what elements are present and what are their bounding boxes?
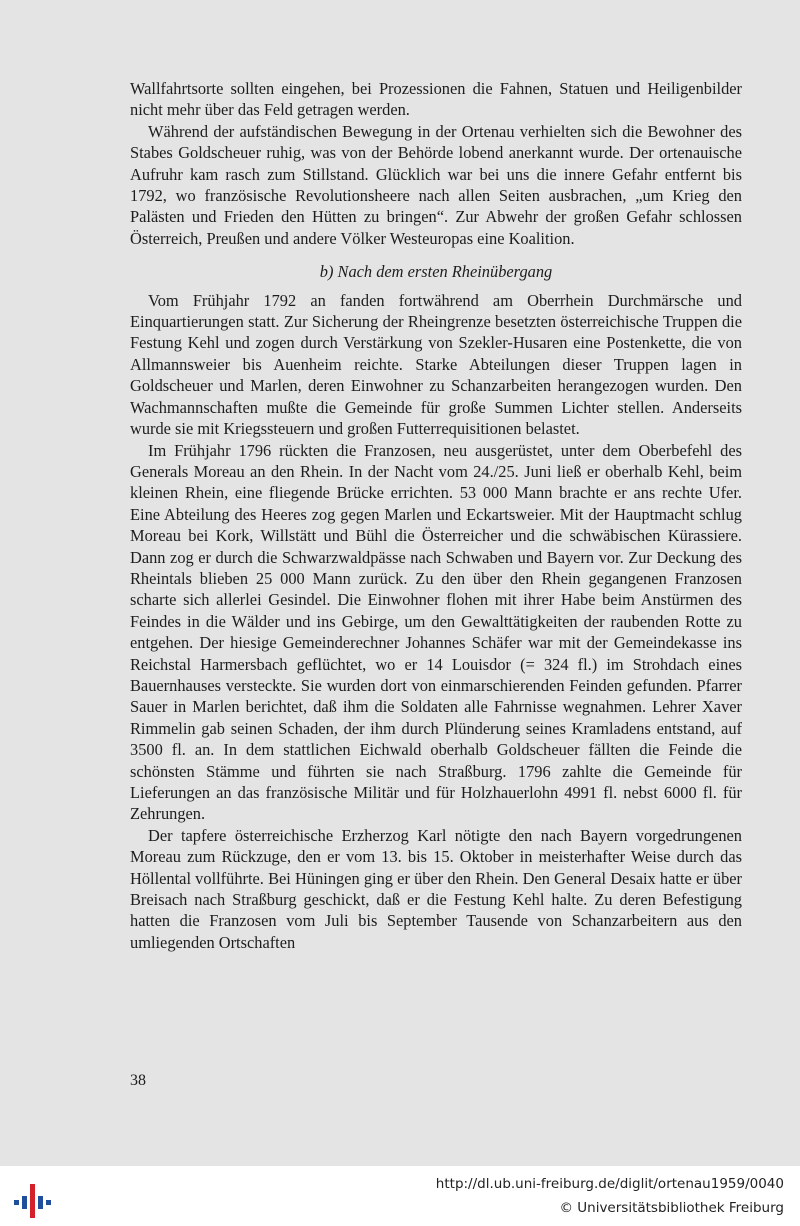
viewer-footer <box>0 1166 800 1226</box>
ub-freiburg-logo-icon[interactable] <box>12 1180 52 1220</box>
paragraph-2: Während der aufständischen Bewegung in der Ortenau verhielten sich die Bewohner des Stabes Goldscheuer ruhig, was von der Behörde lobend anerkannt wurde. Der ortenauische Aufruhr kam rasch zum Stillstand. Glücklich war bei uns die innere Gefahr entfernt bis 1792, wo französische Revolutionsheere nach allen Seiten ausbrachen, „um Krieg den Palästen und Frieden den Hütten zu bringen“. Zur Abwehr der großen Gefahr schlossen Österreich, Preußen und andere Völker Westeuropas eine Koalition. <box>130 121 742 248</box>
paragraph-1: Wallfahrtsorte sollten eingehen, bei Prozessionen die Fahnen, Statuen und Heiligenbilder nicht mehr über das Feld getragen werden. <box>130 79 742 120</box>
page-body <box>130 78 742 953</box>
source-url-link[interactable]: http://dl.ub.uni-freiburg.de/diglit/ortenau1959/0040 <box>435 1176 784 1192</box>
paragraph-3: Vom Frühjahr 1792 an fanden fortwährend am Oberrhein Durchmärsche und Einquartierungen statt. Zur Sicherung der Rheingrenze besetzten österreichische Truppen die Festung Kehl und zogen durch Verstärkung von Szekler-Husaren eine Postenkette, die von Allmannsweier bis Auenheim reichte. Starke Abteilungen dieser Truppen lagen in Goldscheuer und Marlen, deren Einwohner zu Schanzarbeiten herangezogen wurden. Den Wachmannschaften mußte die Gemeinde für große Summen Lichter stellen. Anderseits wurde sie mit Kriegssteuern und großen Futterrequisitionen belastet. <box>130 290 742 439</box>
copyright-notice: © Universitätsbibliothek Freiburg <box>559 1200 784 1216</box>
page-number: 38 <box>130 1072 146 1089</box>
section-heading: b) Nach dem ersten Rheinübergang <box>319 262 553 282</box>
paragraph-4: Im Frühjahr 1796 rückten die Franzosen, neu ausgerüstet, unter dem Oberbefehl des Generals Moreau an den Rhein. In der Nacht vom 24./25. Juni ließ er oberhalb Kehl, beim kleinen Rhein, eine fliegende Brücke errichten. 53 000 Mann brachte er ans rechte Ufer. Eine Abteilung des Heeres zog gegen Marlen und Eckartsweier. Mit der Hauptmacht schlug Moreau bei Kork, Willstätt und Bühl die Österreicher und die schwäbischen Kürassiere. Dann zog er durch die Schwarzwaldpässe nach Schwaben und Bayern vor. Zur Deckung des Rheintals blieben 25 000 Mann zurück. Zu den über den Rhein gegangenen Franzosen scharte sich allerlei Gesindel. Die Einwohner flohen mit ihrer Habe beim Anstürmen des Feindes in die Wälder und ins Gebirge, um den Gewalttätigkeiten der raubenden Rotte zu entgehen. Der hiesige Gemeinderechner Johannes Schäfer war mit der Gemeindekasse ins Reichstal Harmersbach geflüchtet, wo er 14 Louisdor (= 324 fl.) im Strohdach eines Bauernhauses versteckte. Sie wurden dort von einmarschierenden Feinden gefunden. Pfarrer Sauer in Marlen berichtet, daß ihm die Soldaten alle Fahrnisse wegnahmen. Lehrer Xaver Rimmelin gab seinen Schaden, der ihm durch Plünderung seines Kramladens entstand, auf 3500 fl. an. In dem stattlichen Eichwald oberhalb Goldscheuer fällten die Feinde die schönsten Stämme und führten sie nach Straßburg. 1796 zahlte die Gemeinde für Lieferungen an das französische Militär und für Holzhauerlohn 4991 fl. nebst 6000 fl. für Zehrungen. <box>130 440 742 824</box>
paragraph-5: Der tapfere österreichische Erzherzog Karl nötigte den nach Bayern vorgedrungenen Moreau zum Rückzuge, den er vom 13. bis 15. Oktober in meisterhafter Weise durch das Höllental vollführte. Bei Hüningen ging er über den Rhein. Den General Desaix hatte er über Breisach nach Straßburg geschickt, daß er die Festung Kehl halte. Zu deren Befestigung hatten die Franzosen vom Juli bis September Tausende von Schanzarbeitern aus den umliegenden Ortschaften <box>130 825 742 952</box>
